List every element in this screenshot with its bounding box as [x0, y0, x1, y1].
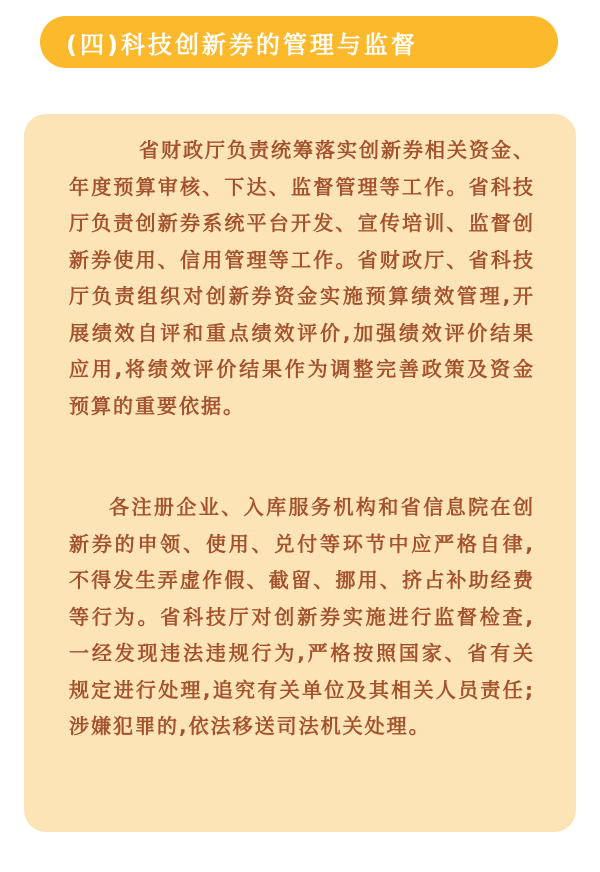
paragraph-management: 省财政厅负责统筹落实创新券相关资金、年度预算审核、下达、监督管理等工作。省科技厅负责创新券系统平台开发、宣传培训、监督创新券使用、信用管理等工作。省财政厅、省科技厅负责组织对创新券资金实施预算绩效管理,开展绩效自评和重点绩效评价,加强绩效评价结果应用,将绩效评价结果作为调整完善政策及资金预算的重要依据。 — [69, 138, 535, 418]
section-title: (四)科技创新券的管理与监督 — [66, 30, 418, 59]
content-card — [24, 114, 576, 832]
section-header — [40, 16, 558, 68]
paragraph-supervision: 各注册企业、入库服务机构和省信息院在创新券的申领、使用、兑付等环节中应严格自律,不得发生弄虚作假、截留、挪用、挤占补助经费等行为。省科技厅对创新券实施进行监督检查,一经发现违法违规行为,严格按照国家、省有关规定进行处理,追究有关单位及其相关人员责任;涉嫌犯罪的,依法移送司法机关处理。 — [69, 495, 535, 738]
